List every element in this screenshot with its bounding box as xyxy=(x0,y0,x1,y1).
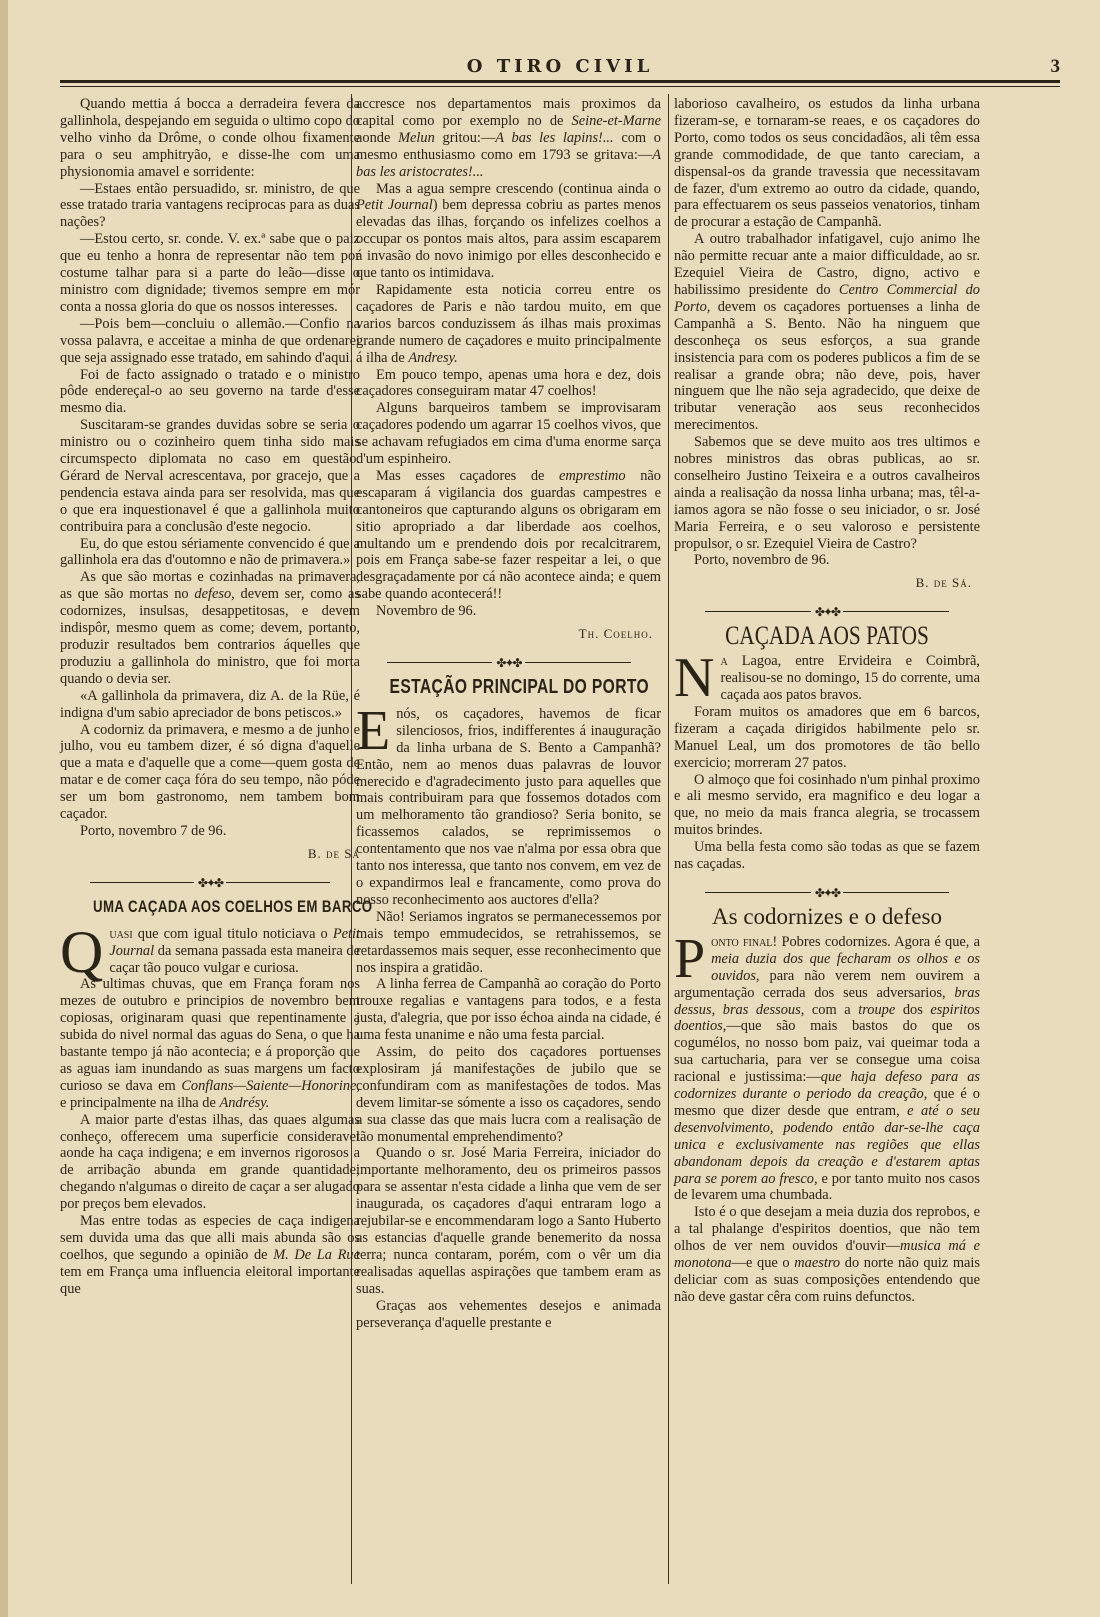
signature: B. de Sá xyxy=(307,845,360,861)
italic-text: defeso, xyxy=(194,586,235,603)
text: uasi xyxy=(109,925,133,942)
dateline: Porto, novembro 7 de 96. xyxy=(80,822,227,839)
column-3 xyxy=(674,96,980,1306)
ornament-divider xyxy=(674,885,980,899)
text: Mas esses caçadores de xyxy=(376,467,559,484)
paragraph: Quando o sr. José Maria Ferreira, iniciador do importante melhoramento, deu os primeiros passos para se assentar n'esta cidade a linha que vem de ser inaugurada, os caçadores d'aqui entraram logo a rejubilar-se e encommendaram logo a Santo Huberto as estancias d'aquelle grande benemerito da nossa terra; nunca contaram, porém, com o vêr um dia realisadas aquellas aspirações que tambem eram as suas. xyxy=(356,1145,661,1297)
italic-text: Conflans—Saiente—Honorine, xyxy=(181,1077,360,1094)
paragraph xyxy=(674,231,980,434)
text: tem em França uma influencia eleitoral importante que xyxy=(60,1263,360,1297)
column-divider xyxy=(668,94,669,1584)
paragraph: —Estaes então persuadido, sr. ministro, de que esse tratado traria vantagens reciprocas para as duas nações? xyxy=(60,180,360,231)
text: —e que o xyxy=(731,1255,795,1272)
text: dos xyxy=(895,1001,931,1018)
text: —que são mais bastos do que os cogumélos, no nosso bom paiz, vai queimar toda a sua cartucharia, para ver se consegue uma coisa racional e justissima:— xyxy=(674,1018,980,1086)
ornament-knot-icon: ✤✦✤ xyxy=(194,876,226,890)
drop-cap: N xyxy=(674,647,715,710)
article-headline: As codornizes e o defeso xyxy=(712,903,942,929)
paragraph: A linha ferrea de Campanhã ao coração do Porto trouxe regalias e vantagens para todos, e a festa justa, d'alegria, que por isso échoa ainda na cidade, é uma festa unanime e não uma festa parcial. xyxy=(356,976,661,1044)
italic-text: Andrésy. xyxy=(219,1094,270,1111)
text: ! Pobres codornizes. Agora é que, a xyxy=(772,933,980,950)
paragraph: A maior parte d'estas ilhas, das quaes algumas conheço, offerecem uma superficie consideravel aonde ha caça indigena; e em invernos rigorosos a de arribação abunda em grande quantidade; chegando n'algumas o direito de caçar a ser alugado por preços bem elevados. xyxy=(60,1111,360,1213)
italic-text: Petit Journal xyxy=(356,197,433,214)
text: aonde xyxy=(356,129,399,146)
italic-text: e até o seu desenvolvimento, podendo então dar-se-lhe caça unica e exclusivamente nas regiões que ellas abandonam depois da creação e d'estarem aptas para se porem ao fresco, xyxy=(674,1102,980,1187)
italic-text: bras dessus, bras dessous, xyxy=(674,984,980,1018)
text: accresce nos departamentos mais proximos da capital como por exemplo no de xyxy=(356,96,661,129)
text: A outro trabalhador infatigavel, cujo animo lhe não permitte recuar ante a maior difficuldade, ao sr. Ezequiel Vieira de Castro, digno, activo e habilissimo presidente do xyxy=(674,231,980,298)
paragraph xyxy=(674,647,980,710)
paragraph xyxy=(356,96,661,181)
signature: Th. Coelho. xyxy=(578,626,653,642)
italic-text: A bas les lapins!... xyxy=(495,129,614,146)
text: com a xyxy=(804,1001,859,1018)
paragraph: A codorniz da primavera, e mesmo a de junho e julho, vou eu tambem dizer, é só digna d'aquelle que a mata e d'aquelle que a come—quem gosta de matar e de comer caça fóra do seu tempo, não póde ser um bom gastronomo, nem tambem bom caçador. xyxy=(60,721,360,823)
article-headline: CAÇADA AOS PATOS xyxy=(725,621,929,651)
drop-cap: P xyxy=(674,927,706,990)
text: gritou:— xyxy=(434,129,496,146)
text: com o mesmo enthusiasmo como em 1793 se gritava:— xyxy=(356,129,661,163)
text: que é o mesmo que dizer desde que entram, xyxy=(674,1086,981,1119)
italic-text: Seine-et-Marne xyxy=(571,112,661,129)
column-1 xyxy=(60,96,373,1298)
italic-text: M. De La Rue xyxy=(273,1246,360,1263)
article-headline: ESTAÇÃO PRINCIPAL DO PORTO xyxy=(389,676,650,698)
text: nós, os caçadores, havemos de ficar silenciosos, frios, indifferentes á inauguração da linha urbana de S. Bento a Campanhã? Então, nem ao menos duas palavras de louvor merecido e d'agradecimento justo para aquelles que mais contribuiram para que fossemos dotados com um melhoramento tão grandioso? Seria bonito, se ficassemos calados, se reprimissemos o contentamento que nos vae n'alma por essa obra que tanto nos interessa, que tanto nos convem, em vez de o expandirmos leal e francamente, como prova do nosso reconhecimento aos auctores d'ella? xyxy=(356,705,661,908)
italic-text: meia duzia dos que fecharam os olhos e os ouvidos, xyxy=(711,950,980,984)
italic-text: troupe xyxy=(858,1001,896,1018)
paragraph xyxy=(60,918,360,985)
paragraph: O almoço que foi cosinhado n'um pinhal proximo e ali mesmo servido, era magnifico e deu logar a que, no meio da mais franca alegria, se trocassem muitos brindes. xyxy=(674,771,980,839)
text: e principalmente na ilha de xyxy=(60,1094,220,1111)
paragraph xyxy=(356,468,661,603)
drop-cap: Q xyxy=(60,918,104,985)
signature: B. de Sá. xyxy=(915,575,972,591)
text: Mas a agua sempre crescendo (continua ainda o xyxy=(376,180,661,197)
paragraph: Eu, do que estou sériamente convencido é que a gallinhola era das d'outomno e não de primavera.» xyxy=(60,535,360,569)
italic-text: A bas les aristocrates!... xyxy=(356,146,661,180)
paragraph: Uma bella festa como são todas as que se fazem nas caçadas. xyxy=(674,839,980,873)
paragraph: Assim, do peito dos caçadores portuenses explosiram já manifestações de jubilo que se confundiram com as manifestações de todos. Mas devem limitar-se sómente a isso os caçadores, sendo a sua classe das que mais lucra com a realisação de tão monumental emprehendimento? xyxy=(356,1044,661,1145)
dateline: Porto, novembro de 96. xyxy=(694,552,830,569)
italic-text: Andresy. xyxy=(408,349,458,366)
text: onto final xyxy=(711,933,773,950)
text: Lagoa, entre Ervideira e Coimbrã, realisou-se no domingo, 15 do corrente, uma caçada aos patos bravos. xyxy=(720,653,980,703)
paragraph: Foram muitos os amadores que em 6 barcos, fizeram a caçada dirigidos habilmente pelo sr. Manuel Leal, um dos promotores de tão bello exercicio; morreram 27 patos. xyxy=(674,703,980,771)
ornament-divider xyxy=(356,655,661,669)
text: Mas entre todas as especies de caça indigena sem duvida uma das que alli mais abunda são os coelhos, que segundo a opinião de xyxy=(60,1213,360,1263)
ornament-knot-icon: ✤✦✤ xyxy=(811,886,843,900)
text: devem os caçadores portuenses a linha de Campanhã a S. Bento. Não ha ninguem que desconheça os seus esforços, a sua grande insistencia para com os poderes publicos a fim de se realisar a grande obra; não deve, pois, haver ninguem que lhe não seja agradecido, que deixe de tributar veneração aos seus reconhecidos merecimentos. xyxy=(674,298,980,434)
italic-text: emprestimo xyxy=(559,467,626,484)
paragraph xyxy=(674,927,981,1205)
italic-text: musica má e monotona xyxy=(674,1238,980,1272)
article-headline: UMA CAÇADA AOS COELHOS EM BARCO xyxy=(93,896,373,916)
header-rule-thin xyxy=(60,86,1060,87)
paragraph xyxy=(356,181,661,282)
paragraph: laborioso cavalheiro, os estudos da linha urbana fizeram-se, e tornaram-se reaes, e os caçadores do Porto, como todos os seus concidadãos, ali têm essa grande commodidade, de que tanto careciam, a dispensal-os da grande travessia que necessitavam de fazer, d'um extremo ao outro da cidade, quando, para effectuarem os seus passeios venatorios, tinham de procurar a estação de Campanhã. xyxy=(674,96,980,231)
paragraph: Não! Seriamos ingratos se permanecessemos por mais tempo emmudecidos, se retrahissemos, se retardassemos mais sequer, esse reconhecimento que nos inspira a gratidão. xyxy=(356,908,661,976)
paragraph xyxy=(356,282,661,367)
page-edge xyxy=(0,0,8,1617)
text: para não verem nem ouvirem a argumentação cerrada dos seus adversarios, xyxy=(674,967,980,1001)
text: do norte não quiz mais deliciar com as suas composições entendendo que não deve gastar cêra com ruins defunctos. xyxy=(674,1255,981,1305)
text: As que são mortas e cozinhadas na primavera, as que são mortas no xyxy=(60,569,360,603)
paragraph: Alguns barqueiros tambem se improvisaram caçadores podendo um agarrar 15 coelhos vivos, que se achavam refugiados em cima d'uma enorme sarça d'um espinheiro. xyxy=(356,400,661,468)
text: a xyxy=(720,653,728,670)
paragraph xyxy=(674,1204,980,1305)
paragraph xyxy=(60,1213,360,1298)
text: e por tanto muito nos casos de levarem uma chumbada. xyxy=(674,1170,980,1204)
text: As ultimas chuvas, que em França foram nos mezes de outubro e principios de novembro bem copiosas, originaram quasi que repentinamente a subida do nivel normal das aguas do Sena, o que ha bastante tempo já não acontecia; e á proporção que as aguas iam inundando as suas margens um facto curioso se dava em xyxy=(60,976,360,1094)
text: Rapidamente esta noticia correu entre os caçadores de Paris e não tardou muito, em que varios barcos conduzissem ás ilhas mais proximas grande numero de caçadores e muito principalmente á ilha de xyxy=(356,281,661,366)
page-number: 3 xyxy=(1050,56,1060,77)
paragraph: Suscitaram-se grandes duvidas sobre se seria o ministro ou o cozinheiro quem tinha sido mais circumspecto diplomata no caso em questão. Gérard de Nerval acrescentava, por gracejo, que a pendencia estava ainda para ser resolvida, mas que o que era inquestionavel é que a gallinhola muito contribuira para a conclusão d'este negocio. xyxy=(60,417,360,535)
italic-text: Petit Journal xyxy=(109,925,360,959)
drop-cap: E xyxy=(356,699,391,762)
dateline: Novembro de 96. xyxy=(376,603,477,620)
text: Isto é o que desejam a meia duzia dos reprobos, e a tal phalange d'espiritos doentios, que não tem olhos de ver nem ouvidos d'ouvir— xyxy=(674,1204,980,1255)
text: não escaparam á vigilancia dos guardas campestres e cantoneiros que capturando alguns os obrigaram em sitio apropriado a dar liberdade aos coelhos, multando um e prendendo dois por recalcitrarem, pois em França sabe-se fazer respeitar a lei, o que desgraçadamente por cá não acontece ainda; e quem sabe quando acontecerá!! xyxy=(356,467,661,603)
ornament-divider xyxy=(60,875,360,889)
paragraph xyxy=(356,699,661,909)
italic-text: que haja defeso para as codornizes durante o periodo da creação, xyxy=(674,1069,981,1103)
paragraph: Quando mettia á bocca a derradeira fevera da gallinhola, despejando em seguida o ultimo copo do velho vinho da Drôme, o conde olhou fixamente para o seu amphitryão, e disse-lhe com uma physionomia amavel e sorridente: xyxy=(60,96,360,180)
paragraph: —Estou certo, sr. conde. V. ex.ª sabe que o paiz que eu tenho a honra de representar não tem por costume talhar para si a parte do leão—disse o ministro com dignidade; tivemos sempre em mór conta a nossa gloria do que os nossos interesses. xyxy=(60,231,360,315)
paragraph: Graças aos vehementes desejos e animada perseverança d'aquelle prestante e xyxy=(356,1297,661,1331)
column-2 xyxy=(356,96,661,1331)
paragraph: «A gallinhola da primavera, diz A. de la Rüe, é indigna d'um sabio apreciador de bons petiscos.» xyxy=(60,687,360,721)
text: que com igual titulo noticiava o xyxy=(132,925,333,942)
paragraph xyxy=(60,976,360,1111)
masthead-title: O TIRO CIVIL xyxy=(466,56,654,77)
italic-text: espiritos doentios, xyxy=(674,1001,980,1035)
paragraph: Em pouco tempo, apenas uma hora e dez, dois caçadores conseguiram matar 47 coelhos! xyxy=(356,366,661,400)
italic-text: Centro Commercial do Porto, xyxy=(674,281,980,315)
italic-text: Melun xyxy=(398,129,435,146)
ornament-knot-icon: ✤✦✤ xyxy=(492,656,524,670)
paragraph: Sabemos que se deve muito aos tres ultimos e nobres ministros das obras publicas, ao sr. conselheiro Justino Teixeira e a outros cavalheiros ainda a realisação da nossa linha urbana; mas, têl-a-iamos agora se não fosse o seu iniciador, o sr. José Maria Ferreira, e o seu valoroso e persistente propulsor, o sr. Ezequiel Vieira de Castro? xyxy=(674,434,980,552)
text: da semana passada esta maneira de caçar tão pouco vulgar e curiosa. xyxy=(109,942,360,976)
paragraph: Foi de facto assignado o tratado e o ministro pôde endereçal-o ao seu governo na tarde d'esse mesmo dia. xyxy=(60,366,360,417)
ornament-knot-icon: ✤✦✤ xyxy=(811,605,843,619)
header-rule xyxy=(60,80,1060,83)
italic-text: maestro xyxy=(794,1255,841,1272)
paragraph: —Pois bem—concluiu o allemão.—Confio na vossa palavra, e acceitae a minha de que ordenarei que seja assignado esse tratado, em sahindo d'aqui. xyxy=(60,315,360,366)
text: devem ser, como as codornizes, insulsas, desappetitosas, e devem indispôr, mesmo quem as come; devem, portanto, produzir resultados bem contrarios áquelles que produziu a gallinhola do ministro, que foi morta quando o devia ser. xyxy=(60,586,360,687)
ornament-divider xyxy=(674,604,980,618)
text: ) bem depressa cobriu as partes menos elevadas das ilhas, forçando os infelizes coelhos a occupar os pontos mais altos, para assim escaparem á invasão do novo inimigo por elles desconhecido e que tanto os intimidava. xyxy=(356,197,661,282)
paragraph xyxy=(60,569,360,687)
